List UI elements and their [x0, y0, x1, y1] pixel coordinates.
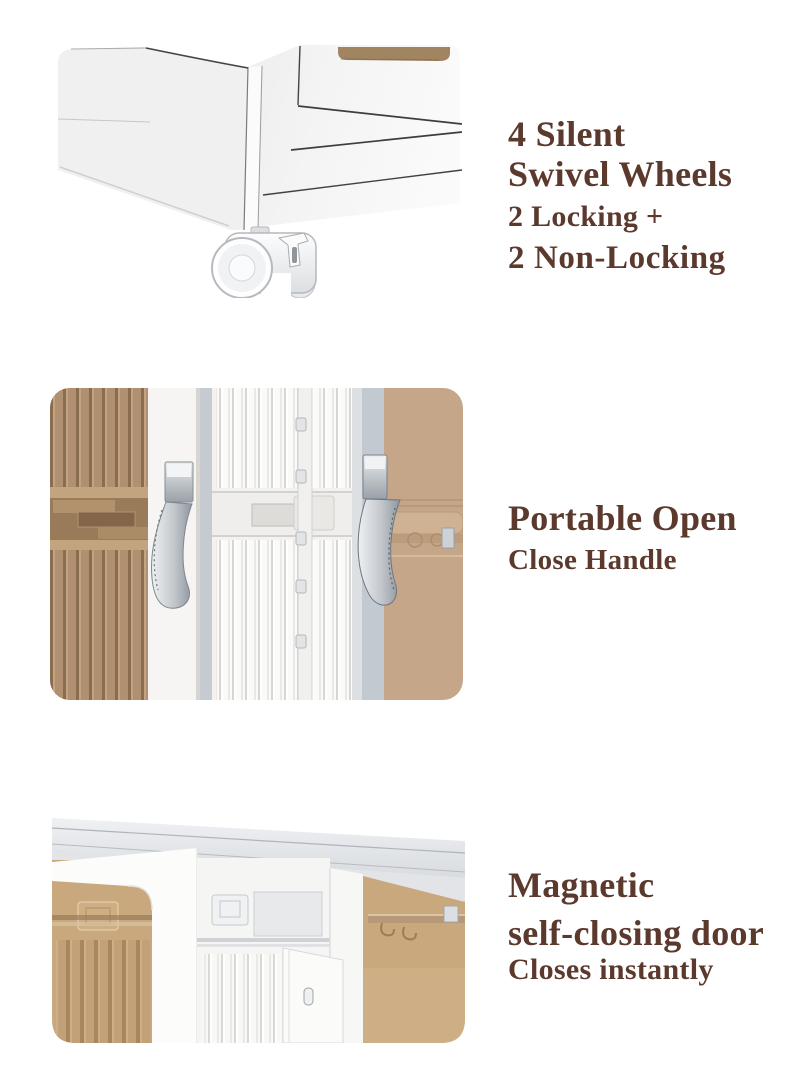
- magnetic-door-photo-graphic: [52, 798, 465, 1043]
- wheels-title-line-1: 4 Silent: [508, 114, 626, 154]
- magnetic-door-photo: [52, 798, 465, 1043]
- wheel-photo: [55, 45, 465, 298]
- magnetic-title-line-1: Magnetic: [508, 865, 655, 905]
- wheels-title-line-2: Swivel Wheels: [508, 154, 733, 194]
- magnetic-detail-line-1: Closes instantly: [508, 953, 714, 986]
- handle-photo: [50, 388, 463, 700]
- wheel-photo-graphic: [55, 45, 465, 298]
- self-closing-door-panel: [283, 948, 343, 1043]
- handle-title-line-1: Portable Open: [508, 498, 737, 538]
- wheels-detail-line-2: 2 Non-Locking: [508, 240, 726, 276]
- handle-detail-line-1: Close Handle: [508, 544, 677, 576]
- wheels-detail-line-1: 2 Locking +: [508, 200, 664, 233]
- handle-photo-graphic: [50, 388, 463, 700]
- magnetic-title-line-2: self-closing door: [508, 913, 765, 953]
